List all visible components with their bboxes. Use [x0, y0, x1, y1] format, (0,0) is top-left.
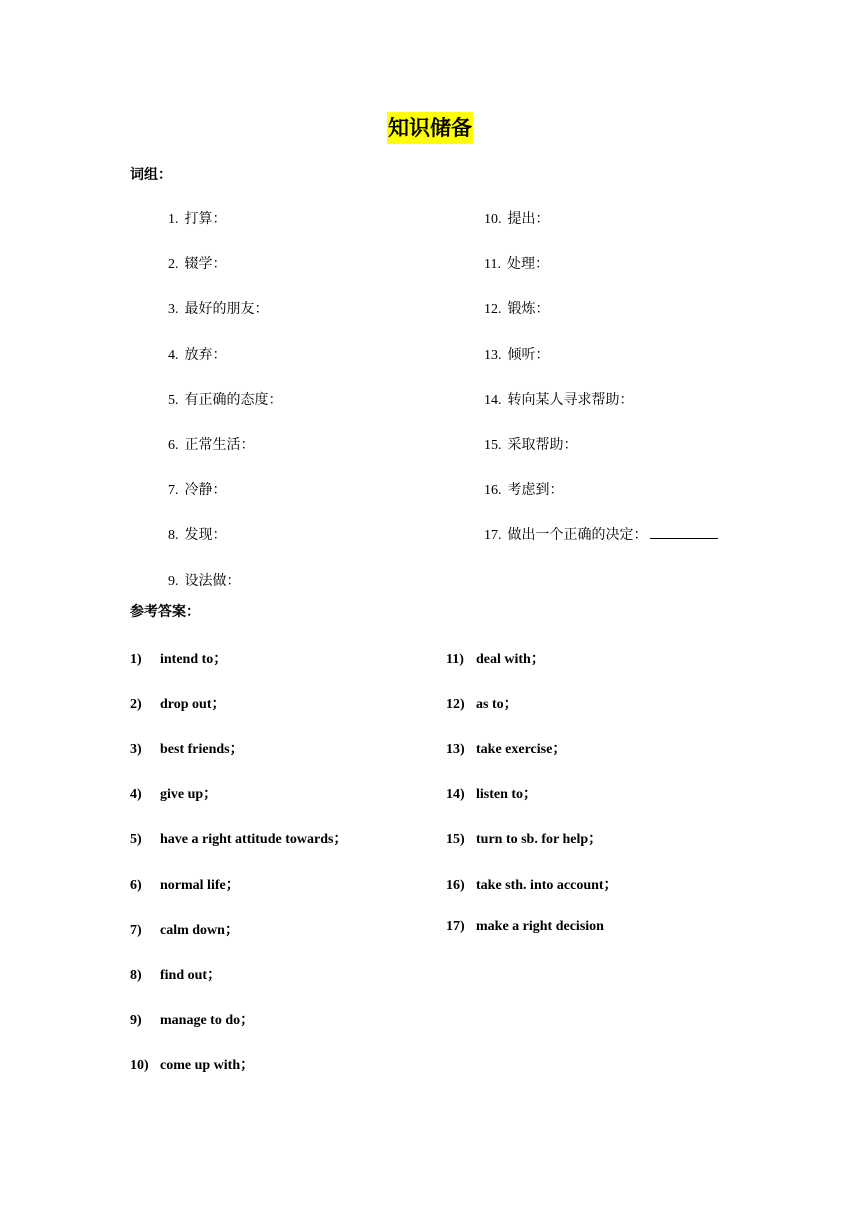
vocab-item-text: 辍学：: [184, 256, 227, 273]
vocab-section-label: 词组：: [130, 167, 172, 183]
answer-item-text: take exercise；: [476, 742, 567, 758]
vocab-item-text: 做出一个正确的决定：: [507, 527, 648, 544]
vocab-item-text: 有正确的态度：: [184, 391, 283, 408]
answer-item-number: 4): [130, 787, 142, 803]
vocab-item: [484, 253, 549, 273]
answer-item-number: 8): [130, 967, 142, 983]
answer-section-label: 参考答案：: [130, 604, 200, 620]
vocab-item: [168, 479, 227, 499]
vocab-item-number: 3.: [168, 302, 179, 318]
answer-item: [446, 783, 537, 803]
answer-item-number: 3): [130, 742, 142, 758]
answer-item: [130, 693, 225, 713]
answer-item: [446, 874, 618, 894]
vocab-item: [484, 208, 550, 228]
answer-item-text: manage to do；: [160, 1012, 255, 1028]
answer-item: [446, 828, 602, 848]
answer-item: [130, 738, 244, 758]
answer-item-text: intend to；: [160, 652, 228, 667]
answer-item-number: 2): [130, 697, 142, 713]
vocab-item: [484, 524, 718, 544]
vocab-item-number: 9.: [168, 573, 179, 589]
vocab-item-number: 5.: [168, 392, 179, 408]
answer-item-text: best friends；: [160, 742, 244, 758]
answer-item: [130, 648, 227, 668]
vocab-item-number: 13.: [484, 347, 502, 363]
answer-item-number: 12): [446, 697, 465, 713]
answer-item-text: come up with；: [160, 1057, 255, 1073]
answer-item-number: 13): [446, 742, 465, 758]
vocab-item-number: 14.: [484, 392, 502, 408]
vocab-item-number: 15.: [484, 438, 502, 453]
vocab-item-text: 处理：: [506, 256, 549, 273]
vocab-item: [484, 479, 564, 499]
vocab-item-number: 10.: [484, 212, 502, 227]
answer-item: [130, 874, 240, 894]
answer-item-number: 14): [446, 787, 465, 803]
vocab-item-text: 转向某人寻求帮助：: [507, 391, 634, 408]
answer-item-number: 5): [130, 832, 142, 848]
answer-item: [446, 648, 545, 668]
answer-item-number: 11): [446, 652, 464, 667]
vocab-item-number: 17.: [484, 528, 502, 544]
answer-item-text: turn to sb. for help；: [476, 832, 603, 848]
page-title: [0, 112, 860, 142]
vocab-item-number: 7.: [168, 483, 179, 499]
vocab-item-number: 12.: [484, 302, 502, 318]
vocab-item: [168, 524, 227, 544]
vocab-item-text: 最好的朋友：: [184, 301, 269, 318]
vocab-item: [168, 389, 283, 409]
vocab-item-text: 提出：: [507, 211, 550, 227]
answer-item: [130, 964, 221, 984]
vocab-item: [168, 344, 227, 364]
answer-item-number: 17): [446, 918, 465, 934]
answer-item-number: 16): [446, 877, 465, 893]
answer-item: [130, 828, 347, 848]
vocab-item-number: 1.: [168, 212, 179, 227]
answer-item-text: calm down；: [160, 922, 239, 938]
vocab-item-text: 锻炼：: [507, 301, 550, 318]
answer-item-text: deal with；: [476, 652, 545, 667]
answer-item-number: 7): [130, 922, 142, 938]
vocab-item-number: 16.: [484, 483, 502, 499]
vocab-item-number: 8.: [168, 528, 179, 544]
answer-blank-line: [650, 537, 718, 539]
vocab-item: [484, 434, 578, 454]
answer-item-text: drop out；: [160, 697, 226, 713]
answer-item: [130, 1054, 254, 1074]
vocab-item: [168, 298, 269, 318]
answer-item-text: as to；: [476, 697, 518, 713]
answer-item-text: give up；: [160, 787, 218, 803]
answer-item-text: take sth. into account；: [476, 877, 618, 893]
vocab-item-text: 设法做：: [184, 572, 241, 589]
answer-item: [446, 693, 518, 713]
vocab-item: [484, 344, 550, 364]
vocab-item: [484, 389, 634, 409]
vocab-item-text: 采取帮助：: [507, 437, 578, 453]
vocab-item: [168, 253, 227, 273]
answer-item-text: have a right attitude towards；: [160, 832, 348, 848]
vocab-item: [484, 298, 550, 318]
vocab-item-text: 打算：: [184, 211, 227, 227]
vocab-item: [168, 208, 227, 228]
answer-item-text: listen to；: [476, 787, 538, 803]
vocab-item: [168, 434, 255, 454]
vocab-item-text: 考虑到：: [507, 482, 564, 499]
answer-item: [130, 919, 239, 939]
vocab-item-text: 放弃：: [184, 346, 227, 363]
vocab-item-text: 正常生活：: [184, 437, 255, 453]
vocab-item-number: 4.: [168, 347, 179, 363]
answer-item-text: normal life；: [160, 877, 240, 893]
answer-item: [446, 919, 604, 935]
answer-item: [446, 738, 566, 758]
answer-item-number: 6): [130, 877, 142, 893]
vocab-item-number: 2.: [168, 257, 179, 273]
vocab-item: [168, 570, 241, 590]
vocab-item-number: 6.: [168, 438, 179, 453]
answer-item-text: find out；: [160, 967, 222, 983]
answer-item-text: make a right decision: [476, 918, 604, 934]
answer-item: [130, 783, 217, 803]
answer-item-number: 9): [130, 1012, 142, 1028]
vocab-item-text: 倾听：: [507, 346, 550, 363]
answer-item-number: 1): [130, 652, 142, 667]
title-highlight: 知识储备: [387, 112, 473, 144]
answer-item-number: 10): [130, 1057, 149, 1073]
vocab-item-text: 发现：: [184, 527, 227, 544]
answer-item-number: 15): [446, 832, 465, 848]
vocab-item-number: 11.: [484, 257, 501, 273]
vocab-item-text: 冷静：: [184, 482, 227, 499]
answer-item: [130, 1009, 254, 1029]
